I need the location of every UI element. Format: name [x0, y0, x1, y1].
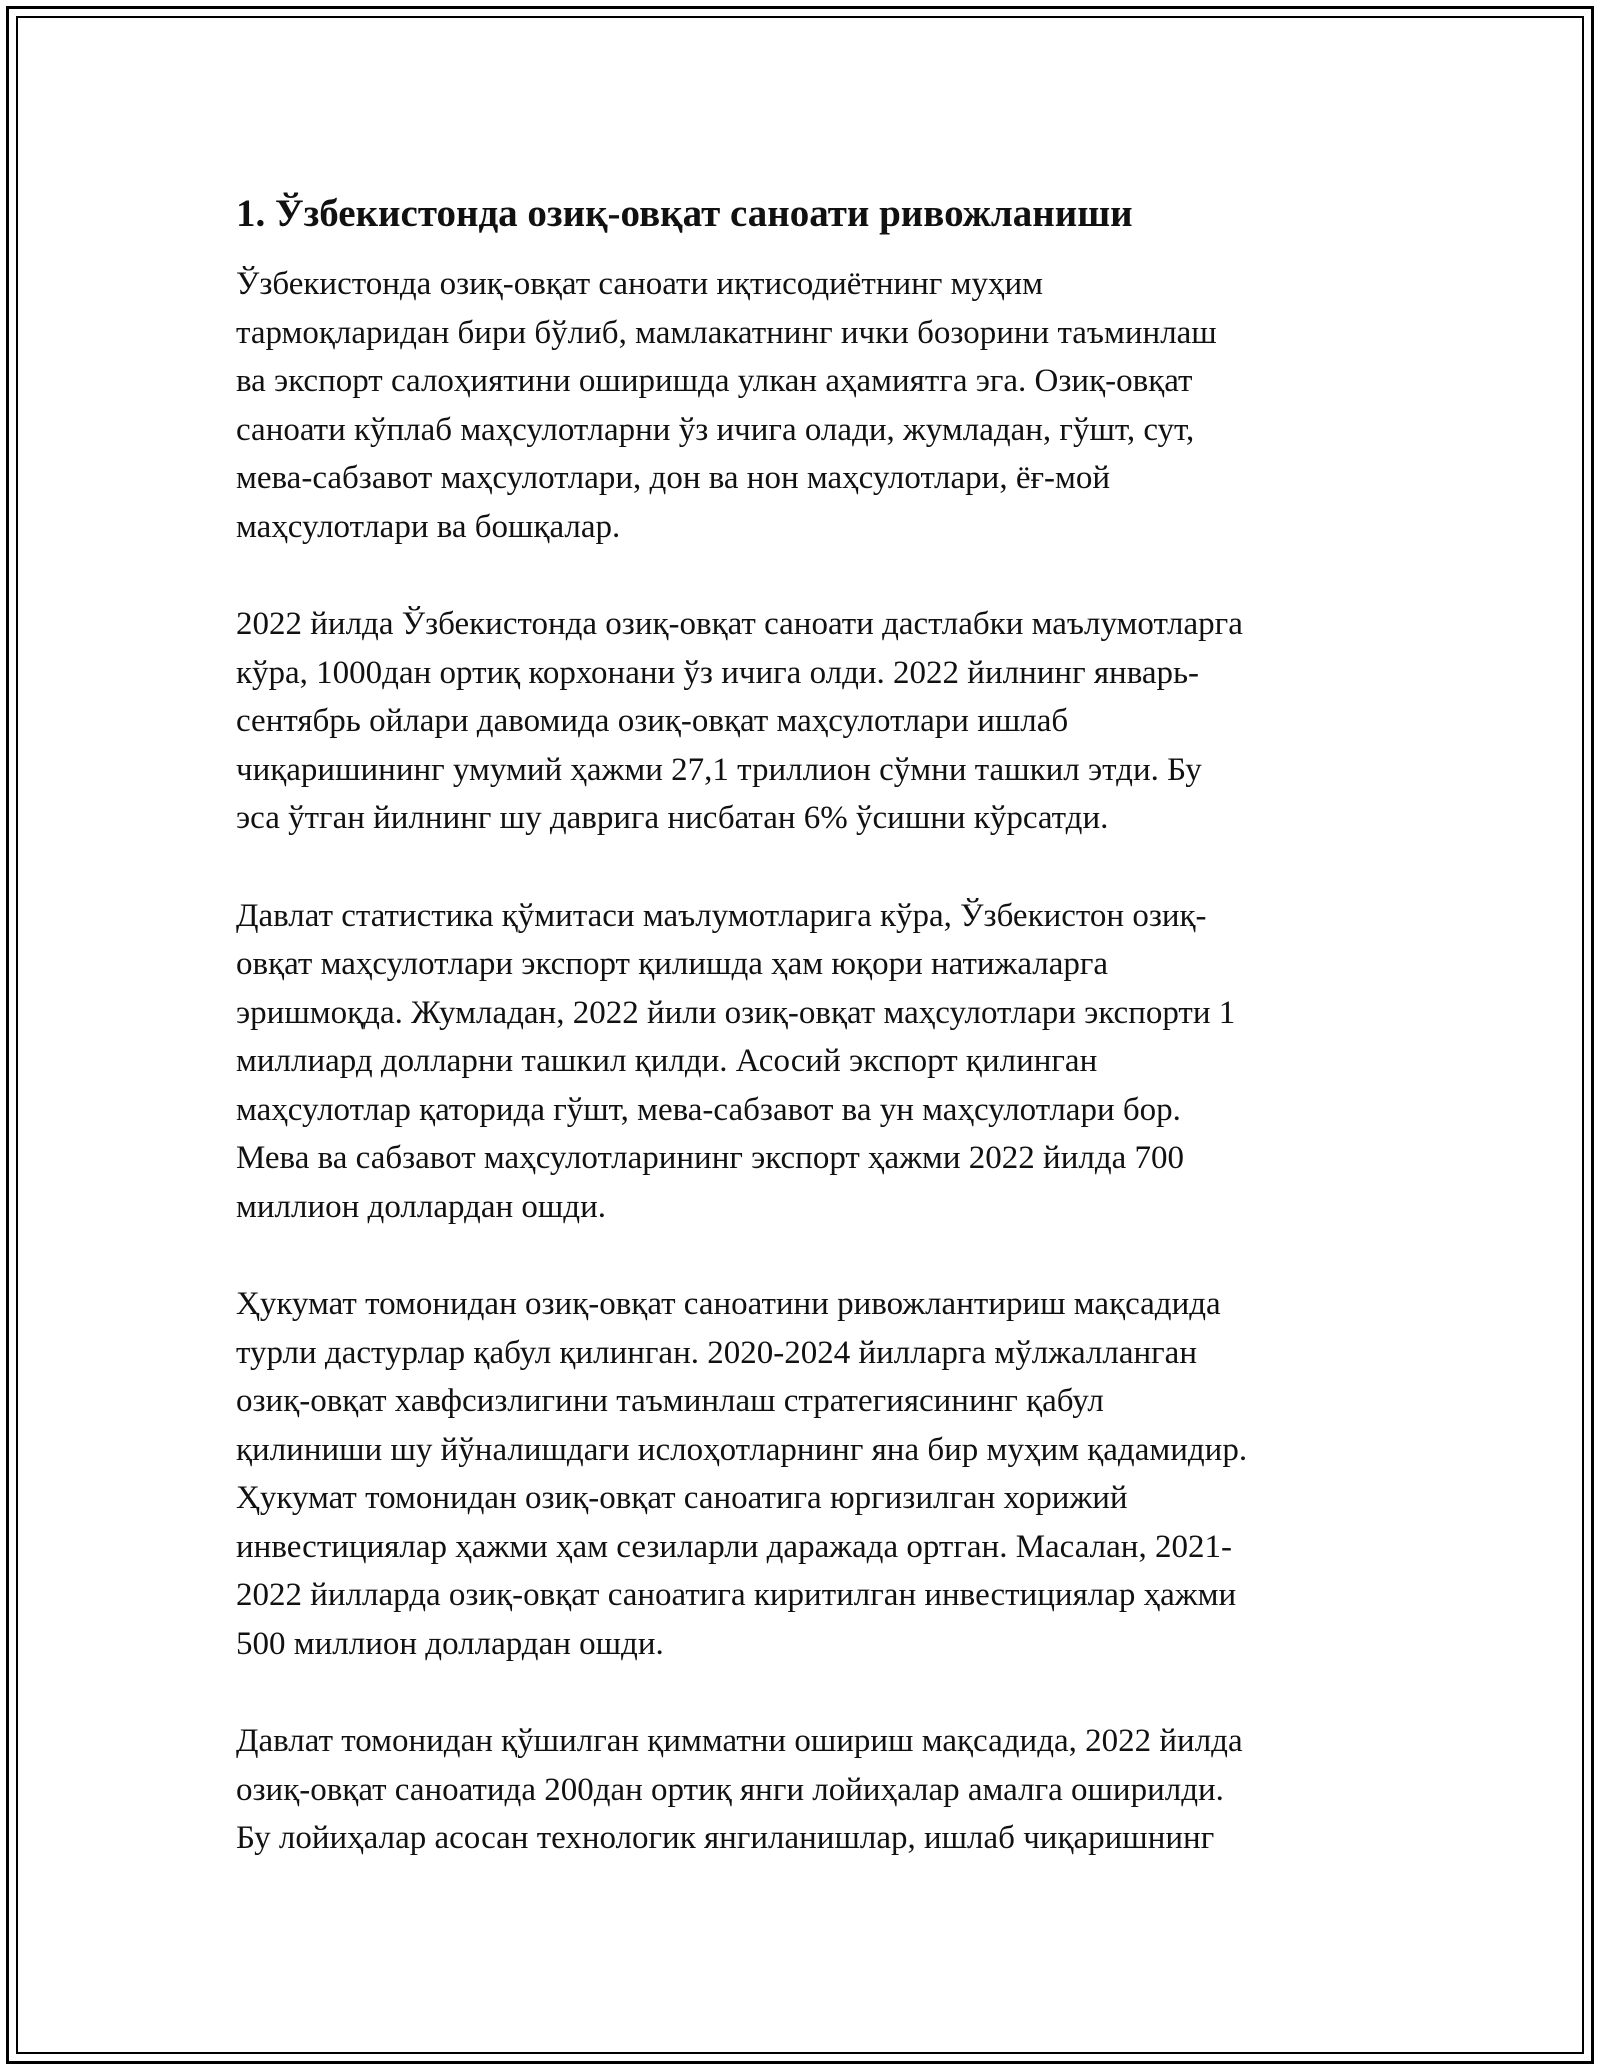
text-line: Давлат томонидан қўшилган қимматни ошириш мақсадида, 2022 йилда: [236, 1723, 1243, 1759]
text-line: инвестициялар ҳажми ҳам сезиларли даражада ортган. Масалан, 2021-: [236, 1528, 1232, 1565]
text-line: озиқ-овқат хавфсизлигини таъминлаш стратегиясининг қабул: [236, 1383, 1104, 1419]
document-body: [236, 190, 1376, 1912]
text-line: қилиниши шу йўналишдаги ислоҳотларнинг яна бир муҳим қадамидир.: [236, 1431, 1248, 1468]
text-line: Ҳукумат томонидан озиқ-овқат саноатига юргизилган хорижий: [236, 1480, 1128, 1516]
text-line: чиқаришининг умумий ҳажми 27,1 триллион сўмни ташкил этди. Бу: [236, 751, 1202, 788]
text-line: Ҳукумат томонидан озиқ-овқат саноатини ривожлантириш мақсадида: [236, 1286, 1221, 1322]
text-line: Мева ва сабзавот маҳсулотларининг экспорт ҳажми 2022 йилда 700: [236, 1140, 1185, 1176]
text-line: миллион доллардан ошди.: [236, 1188, 607, 1225]
text-line: маҳсулотлари ва бошқалар.: [236, 508, 621, 545]
text-line: тармоқларидан бири бўлиб, мамлакатнинг ички бозорини таъминлаш: [236, 314, 1217, 351]
text-line: Бу лойиҳалар асосан технологик янгиланишлар, ишлаб чиқаришнинг: [236, 1820, 1215, 1856]
text-line: миллиард долларни ташкил қилди. Асосий экспорт қилинган: [236, 1043, 1098, 1079]
text-line: овқат маҳсулотлари экспорт қилишда ҳам юқори натижаларга: [236, 946, 1109, 982]
text-line: 2022 йилда Ўзбекистонда озиқ-овқат саноати дастлабки маълумотларга: [236, 606, 1243, 642]
text-line: 2022 йилларда озиқ-овқат саноатига киритилган инвестициялар ҳажми: [236, 1577, 1237, 1613]
text-line: эришмоқда. Жумладан, 2022 йили озиқ-овқат маҳсулотлари экспорти 1: [236, 994, 1236, 1031]
text-line: мева-сабзавот маҳсулотлари, дон ва нон маҳсулотлари, ёғ-мой: [236, 460, 1111, 496]
paragraph: [236, 892, 1376, 1232]
text-line: турли дастурлар қабул қилинган. 2020-2024 йилларга мўлжалланган: [236, 1334, 1197, 1371]
paragraph: [236, 1280, 1376, 1668]
text-line: эса ўтган йилнинг шу даврига нисбатан 6% ўсишни кўрсатди.: [236, 800, 1109, 836]
text-line: саноати кўплаб маҳсулотларни ўз ичига олади, жумладан, гўшт, сут,: [236, 411, 1195, 448]
text-line: маҳсулотлар қаторида гўшт, мева-сабзавот ва ун маҳсулотлари бор.: [236, 1091, 1181, 1128]
text-line: озиқ-овқат саноатида 200дан ортиқ янги лойиҳалар амалга оширилди.: [236, 1771, 1224, 1808]
text-line: Ўзбекистонда озиқ-овқат саноати иқтисодиётнинг муҳим: [236, 266, 1044, 302]
paragraph: [236, 1717, 1376, 1863]
text-line: кўра, 1000дан ортиқ корхонани ўз ичига олди. 2022 йилнинг январь-: [236, 654, 1200, 691]
text-line: Давлат статистика қўмитаси маълумотларига кўра, Ўзбекистон озиқ-: [236, 897, 1207, 934]
paragraph: [236, 260, 1376, 551]
text-line: ва экспорт салоҳиятини оширишда улкан аҳамиятга эга. Озиқ-овқат: [236, 363, 1193, 399]
text-line: сентябрь ойлари давомида озиқ-овқат маҳсулотлари ишлаб: [236, 703, 1069, 739]
paragraph: [236, 600, 1376, 843]
section-heading: 1. Ўзбекистонда озиқ-овқат саноати ривожланиши: [236, 192, 1133, 235]
text-line: 500 миллион доллардан ошди.: [236, 1625, 664, 1662]
